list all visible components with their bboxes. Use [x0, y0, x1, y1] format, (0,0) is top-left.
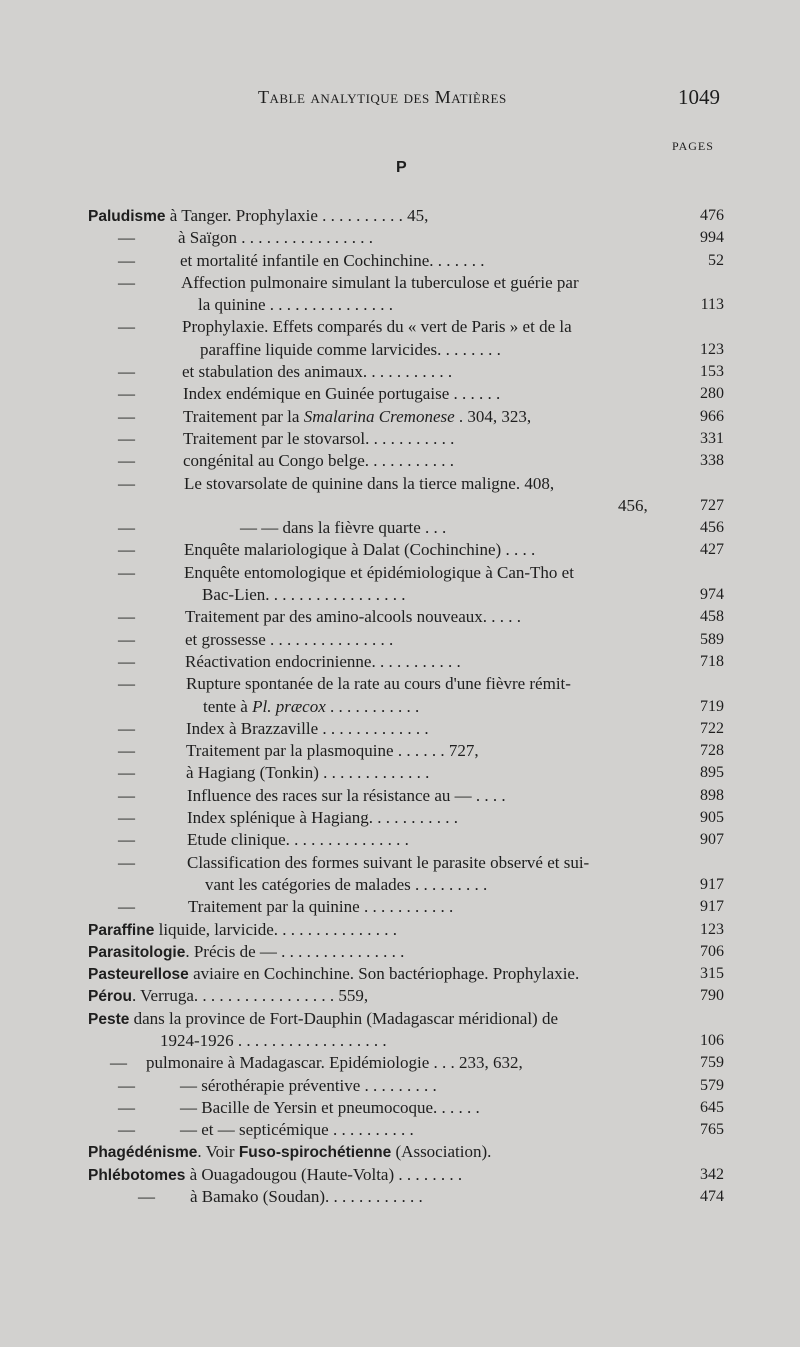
entry-crossref: Fuso-spirochétienne — [238, 1144, 392, 1162]
entry-heading: Paludisme — [88, 208, 166, 225]
entry-body: pulmonaire à Madagascar. Epidémiologie . . . 233, 632, — [146, 1053, 523, 1073]
entry-body: aviaire en Cochinchine. Son bactériophage. Prophylaxie. — [188, 964, 580, 984]
entry-body: Traitement par le stovarsol. . . . . . . . . . . — [183, 428, 455, 448]
repeat-dash: — — [118, 317, 135, 337]
entry-page-number: 476 — [700, 207, 724, 224]
entry-page-number: 719 — [700, 697, 724, 715]
entry-body: à Saïgon . . . . . . . . . . . . . . . . — [178, 228, 374, 248]
entry-body: la quinine . . . . . . . . . . . . . . . — [198, 295, 394, 315]
entry-heading: Pasteurellose — [88, 966, 189, 984]
entry-body: — Bacille de Yersin et pneumocoque. . . . . . — [180, 1097, 480, 1117]
entry-body: paraffine liquide comme larvicides. . . . . . . . — [200, 339, 501, 359]
index-entry — [0, 205, 800, 227]
index-entry — [0, 1075, 800, 1097]
index-entry — [0, 473, 800, 495]
index-entry — [0, 718, 800, 740]
entry-text — [183, 450, 454, 472]
entry-text — [88, 1164, 462, 1187]
index-entry — [0, 383, 800, 405]
index-entry — [0, 829, 800, 851]
entry-page-number: 917 — [700, 898, 724, 916]
entry-page-number: 898 — [700, 786, 724, 804]
entry-page-number: 966 — [700, 407, 724, 425]
entry-body: Le stovarsolate de quinine dans la tierce maligne. 408, — [184, 473, 555, 493]
entry-text — [178, 227, 373, 249]
index-entry — [0, 785, 800, 807]
entry-body: 456, — [618, 495, 648, 515]
entry-text — [183, 428, 454, 450]
entry-page-number: 331 — [700, 429, 724, 447]
entry-text — [187, 785, 506, 807]
entry-page-number: 474 — [700, 1188, 724, 1206]
entry-heading: Parasitologie — [88, 943, 186, 961]
entry-body: et stabulation des animaux. . . . . . . . . . . — [182, 362, 453, 382]
index-entry — [0, 963, 800, 985]
entry-text — [202, 584, 406, 606]
entry-body: Index endémique en Guinée portugaise . . . . . . — [183, 384, 501, 404]
entry-page-number: 994 — [700, 229, 724, 247]
entry-page-number: 123 — [700, 920, 724, 938]
entry-text — [200, 339, 501, 361]
index-entry — [0, 629, 800, 651]
entry-body: tente à — [203, 696, 253, 716]
repeat-dash: — — [118, 741, 135, 761]
index-entry — [0, 606, 800, 628]
entry-body: Affection pulmonaire simulant la tuberculose et guérie par — [181, 272, 579, 292]
entry-body: à Tanger. Prophylaxie . . . . . . . . . . 45, — [165, 206, 429, 225]
repeat-dash: — — [118, 228, 135, 248]
entry-text — [187, 807, 458, 829]
entry-text — [187, 852, 589, 874]
repeat-dash: — — [118, 1097, 135, 1117]
entry-body: . Précis de — . . . . . . . . . . . . . . . — [185, 941, 405, 961]
index-entry — [0, 1030, 800, 1052]
index-entry — [0, 651, 800, 673]
header-page-number: 1049 — [678, 85, 720, 109]
entry-page-number: 718 — [700, 652, 724, 670]
entry-text — [186, 740, 479, 762]
entry-body: 1924-1926 . . . . . . . . . . . . . . . . . . — [160, 1030, 387, 1050]
repeat-dash: — — [118, 518, 135, 538]
entry-text — [185, 651, 461, 673]
index-entry — [0, 852, 800, 874]
index-entry — [0, 539, 800, 561]
index-entry — [0, 495, 800, 517]
repeat-dash: — — [118, 428, 135, 448]
index-entries — [0, 205, 800, 1208]
repeat-dash: — — [118, 362, 135, 382]
entry-page-number: 905 — [700, 809, 724, 827]
entry-text — [190, 1186, 423, 1208]
repeat-dash: — — [118, 540, 135, 560]
entry-text — [186, 718, 429, 740]
entry-body: . Verruga. . . . . . . . . . . . . . . . . 559, — [131, 986, 369, 1006]
entry-body: à Bamako (Soudan). . . . . . . . . . . . — [190, 1187, 423, 1207]
entry-page-number: 765 — [700, 1121, 724, 1139]
entry-page-number: 907 — [700, 831, 724, 849]
entry-text — [88, 985, 368, 1008]
entry-heading: Paraffine — [88, 921, 155, 939]
entry-text — [203, 696, 419, 718]
entry-page-number: 974 — [700, 586, 724, 604]
index-entry — [0, 227, 800, 249]
entry-page-number: 722 — [700, 719, 724, 737]
index-entry — [0, 896, 800, 918]
repeat-dash: — — [118, 384, 135, 404]
entry-text — [618, 495, 648, 517]
entry-text — [180, 1075, 437, 1097]
entry-page-number: 123 — [700, 340, 724, 358]
index-entry — [0, 762, 800, 784]
index-entry — [0, 1186, 800, 1208]
index-entry — [0, 740, 800, 762]
entry-tail: (Association). — [391, 1142, 492, 1162]
entry-body: . Voir — [197, 1142, 239, 1162]
entry-text — [184, 539, 535, 561]
repeat-dash: — — [118, 897, 135, 917]
entry-body: à Hagiang (Tonkin) . . . . . . . . . . . . . — [186, 763, 430, 783]
entry-text — [88, 1141, 491, 1164]
repeat-dash: — — [138, 1187, 155, 1207]
entry-text — [180, 1119, 414, 1141]
index-entry — [0, 1119, 800, 1141]
index-entry — [0, 1164, 800, 1186]
entry-text — [88, 1008, 558, 1031]
entry-text — [183, 383, 500, 405]
entry-text — [182, 316, 572, 338]
entry-text — [183, 406, 531, 428]
entry-text — [88, 919, 397, 942]
header-title: Table analytique des Matières — [258, 87, 507, 107]
entry-italic: Smalarina Cremonese — [303, 406, 455, 426]
index-entry — [0, 874, 800, 896]
entry-body: et mortalité infantile en Cochinchine. . . . . . . — [180, 250, 485, 270]
entry-body: — et — septicémique . . . . . . . . . . — [180, 1120, 414, 1140]
index-entry — [0, 250, 800, 272]
index-entry — [0, 941, 800, 963]
entry-text — [198, 294, 393, 316]
entry-text — [185, 606, 521, 628]
index-entry — [0, 294, 800, 316]
entry-page-number: 458 — [700, 608, 724, 626]
entry-body: liquide, larvicide. . . . . . . . . . . . . . . — [154, 919, 398, 939]
index-entry — [0, 517, 800, 539]
entry-text — [160, 1030, 387, 1052]
entry-text — [185, 629, 393, 651]
entry-text — [180, 250, 485, 272]
entry-text — [88, 963, 579, 986]
entry-page-number: 790 — [700, 987, 724, 1005]
entry-page-number: 895 — [700, 764, 724, 782]
entry-body: Etude clinique. . . . . . . . . . . . . . . — [187, 830, 409, 850]
entry-body: Enquête entomologique et épidémiologique à Can-Tho et — [184, 562, 574, 582]
repeat-dash: — — [118, 674, 135, 694]
repeat-dash: — — [118, 272, 135, 292]
index-entry — [0, 1052, 800, 1074]
entry-body: Bac-Lien. . . . . . . . . . . . . . . . . — [202, 585, 406, 605]
entry-body: dans la province de Fort-Dauphin (Madagascar méridional) de — [129, 1008, 559, 1028]
entry-text — [184, 562, 574, 584]
entry-body: Index à Brazzaville . . . . . . . . . . . . . — [186, 718, 429, 738]
repeat-dash: — — [118, 852, 135, 872]
index-entry — [0, 428, 800, 450]
entry-page-number: 917 — [700, 875, 724, 893]
entry-text — [146, 1052, 523, 1074]
repeat-dash: — — [118, 629, 135, 649]
repeat-dash: — — [118, 718, 135, 738]
entry-page-number: 113 — [700, 296, 724, 314]
entry-text — [187, 829, 409, 851]
index-entry — [0, 406, 800, 428]
entry-body: Classification des formes suivant le parasite observé et sui- — [187, 852, 590, 872]
repeat-dash: — — [118, 785, 135, 805]
index-entry — [0, 562, 800, 584]
entry-text — [205, 874, 487, 896]
entry-body: Traitement par des amino-alcools nouveaux. . . . . — [185, 607, 521, 627]
entry-heading: Peste — [88, 1010, 130, 1028]
entry-page-number: 727 — [700, 496, 724, 514]
repeat-dash: — — [118, 1120, 135, 1140]
repeat-dash: — — [118, 451, 135, 471]
entry-heading: Phlébotomes — [88, 1166, 186, 1184]
entry-body: à Ouagadougou (Haute-Volta) . . . . . . . . — [185, 1164, 463, 1184]
entry-page-number: 645 — [700, 1098, 724, 1116]
entry-body: Prophylaxie. Effets comparés du « vert de Paris » et de la — [182, 317, 572, 337]
entry-tail: . . . . . . . . . . . — [325, 696, 420, 716]
section-letter: P — [396, 159, 407, 176]
index-entry — [0, 696, 800, 718]
repeat-dash: — — [110, 1053, 127, 1073]
entry-body: Rupture spontanée de la rate au cours d'une fièvre rémit- — [186, 674, 571, 694]
index-entry — [0, 361, 800, 383]
entry-text — [181, 272, 579, 294]
repeat-dash: — — [118, 763, 135, 783]
entry-page-number: 728 — [700, 742, 724, 760]
index-entry — [0, 1097, 800, 1119]
entry-page-number: 338 — [700, 452, 724, 470]
repeat-dash: — — [118, 607, 135, 627]
entry-text — [180, 1097, 480, 1119]
running-header — [0, 87, 800, 111]
index-entry — [0, 1008, 800, 1030]
index-entry — [0, 339, 800, 361]
pages-column-label: PAGES — [672, 139, 714, 153]
repeat-dash: — — [118, 250, 135, 270]
repeat-dash: — — [118, 562, 135, 582]
entry-text — [186, 762, 429, 784]
repeat-dash: — — [118, 1075, 135, 1095]
entry-body: Traitement par la — [183, 406, 304, 426]
index-entry — [0, 807, 800, 829]
entry-page-number: 706 — [700, 942, 724, 960]
entry-page-number: 456 — [700, 519, 724, 537]
entry-page-number: 52 — [708, 251, 724, 269]
entry-body: Traitement par la plasmoquine . . . . . . 727, — [186, 741, 479, 761]
entry-body: — sérothérapie préventive . . . . . . . . . — [180, 1075, 437, 1095]
entry-body: Enquête malariologique à Dalat (Cochinchine) . . . . — [184, 540, 536, 560]
entry-page-number: 427 — [700, 541, 724, 559]
repeat-dash: — — [118, 830, 135, 850]
entry-text — [182, 361, 452, 383]
entry-body: Influence des races sur la résistance au — . . . . — [187, 785, 506, 805]
entry-tail: . 304, 323, — [454, 406, 532, 426]
index-entry — [0, 985, 800, 1007]
entry-text — [240, 517, 446, 539]
entry-body: Réactivation endocrinienne. . . . . . . . . . . — [185, 651, 461, 671]
entry-text — [88, 941, 404, 964]
repeat-dash: — — [118, 808, 135, 828]
index-entry — [0, 272, 800, 294]
entry-page-number: 106 — [700, 1031, 724, 1049]
index-entry — [0, 316, 800, 338]
entry-heading: Pérou — [88, 988, 132, 1006]
entry-text — [188, 896, 453, 918]
entry-text — [88, 205, 428, 228]
entry-page-number: 315 — [700, 965, 724, 983]
entry-body: et grossesse . . . . . . . . . . . . . . . — [185, 629, 394, 649]
entry-body: — — dans la fièvre quarte . . . — [240, 518, 447, 538]
entry-page-number: 280 — [700, 385, 724, 403]
entry-italic: Pl. præcox — [252, 696, 326, 716]
entry-text — [186, 673, 571, 695]
index-entry — [0, 919, 800, 941]
repeat-dash: — — [118, 406, 135, 426]
entry-body: Index splénique à Hagiang. . . . . . . . . . . — [187, 808, 458, 828]
entry-page-number: 759 — [700, 1054, 724, 1072]
index-entry — [0, 1141, 800, 1163]
index-entry — [0, 673, 800, 695]
entry-body: Traitement par la quinine . . . . . . . . . . . — [188, 897, 454, 917]
entry-page-number: 579 — [700, 1076, 724, 1094]
entry-page-number: 153 — [700, 363, 724, 381]
entry-heading: Phagédénisme — [88, 1144, 198, 1162]
entry-body: congénital au Congo belge. . . . . . . . . . . — [183, 451, 455, 471]
entry-page-number: 342 — [700, 1165, 724, 1183]
index-entry — [0, 584, 800, 606]
index-entry — [0, 450, 800, 472]
repeat-dash: — — [118, 473, 135, 493]
entry-page-number: 589 — [700, 630, 724, 648]
entry-text — [184, 473, 554, 495]
repeat-dash: — — [118, 651, 135, 671]
entry-body: vant les catégories de malades . . . . . . . . . — [205, 874, 488, 894]
